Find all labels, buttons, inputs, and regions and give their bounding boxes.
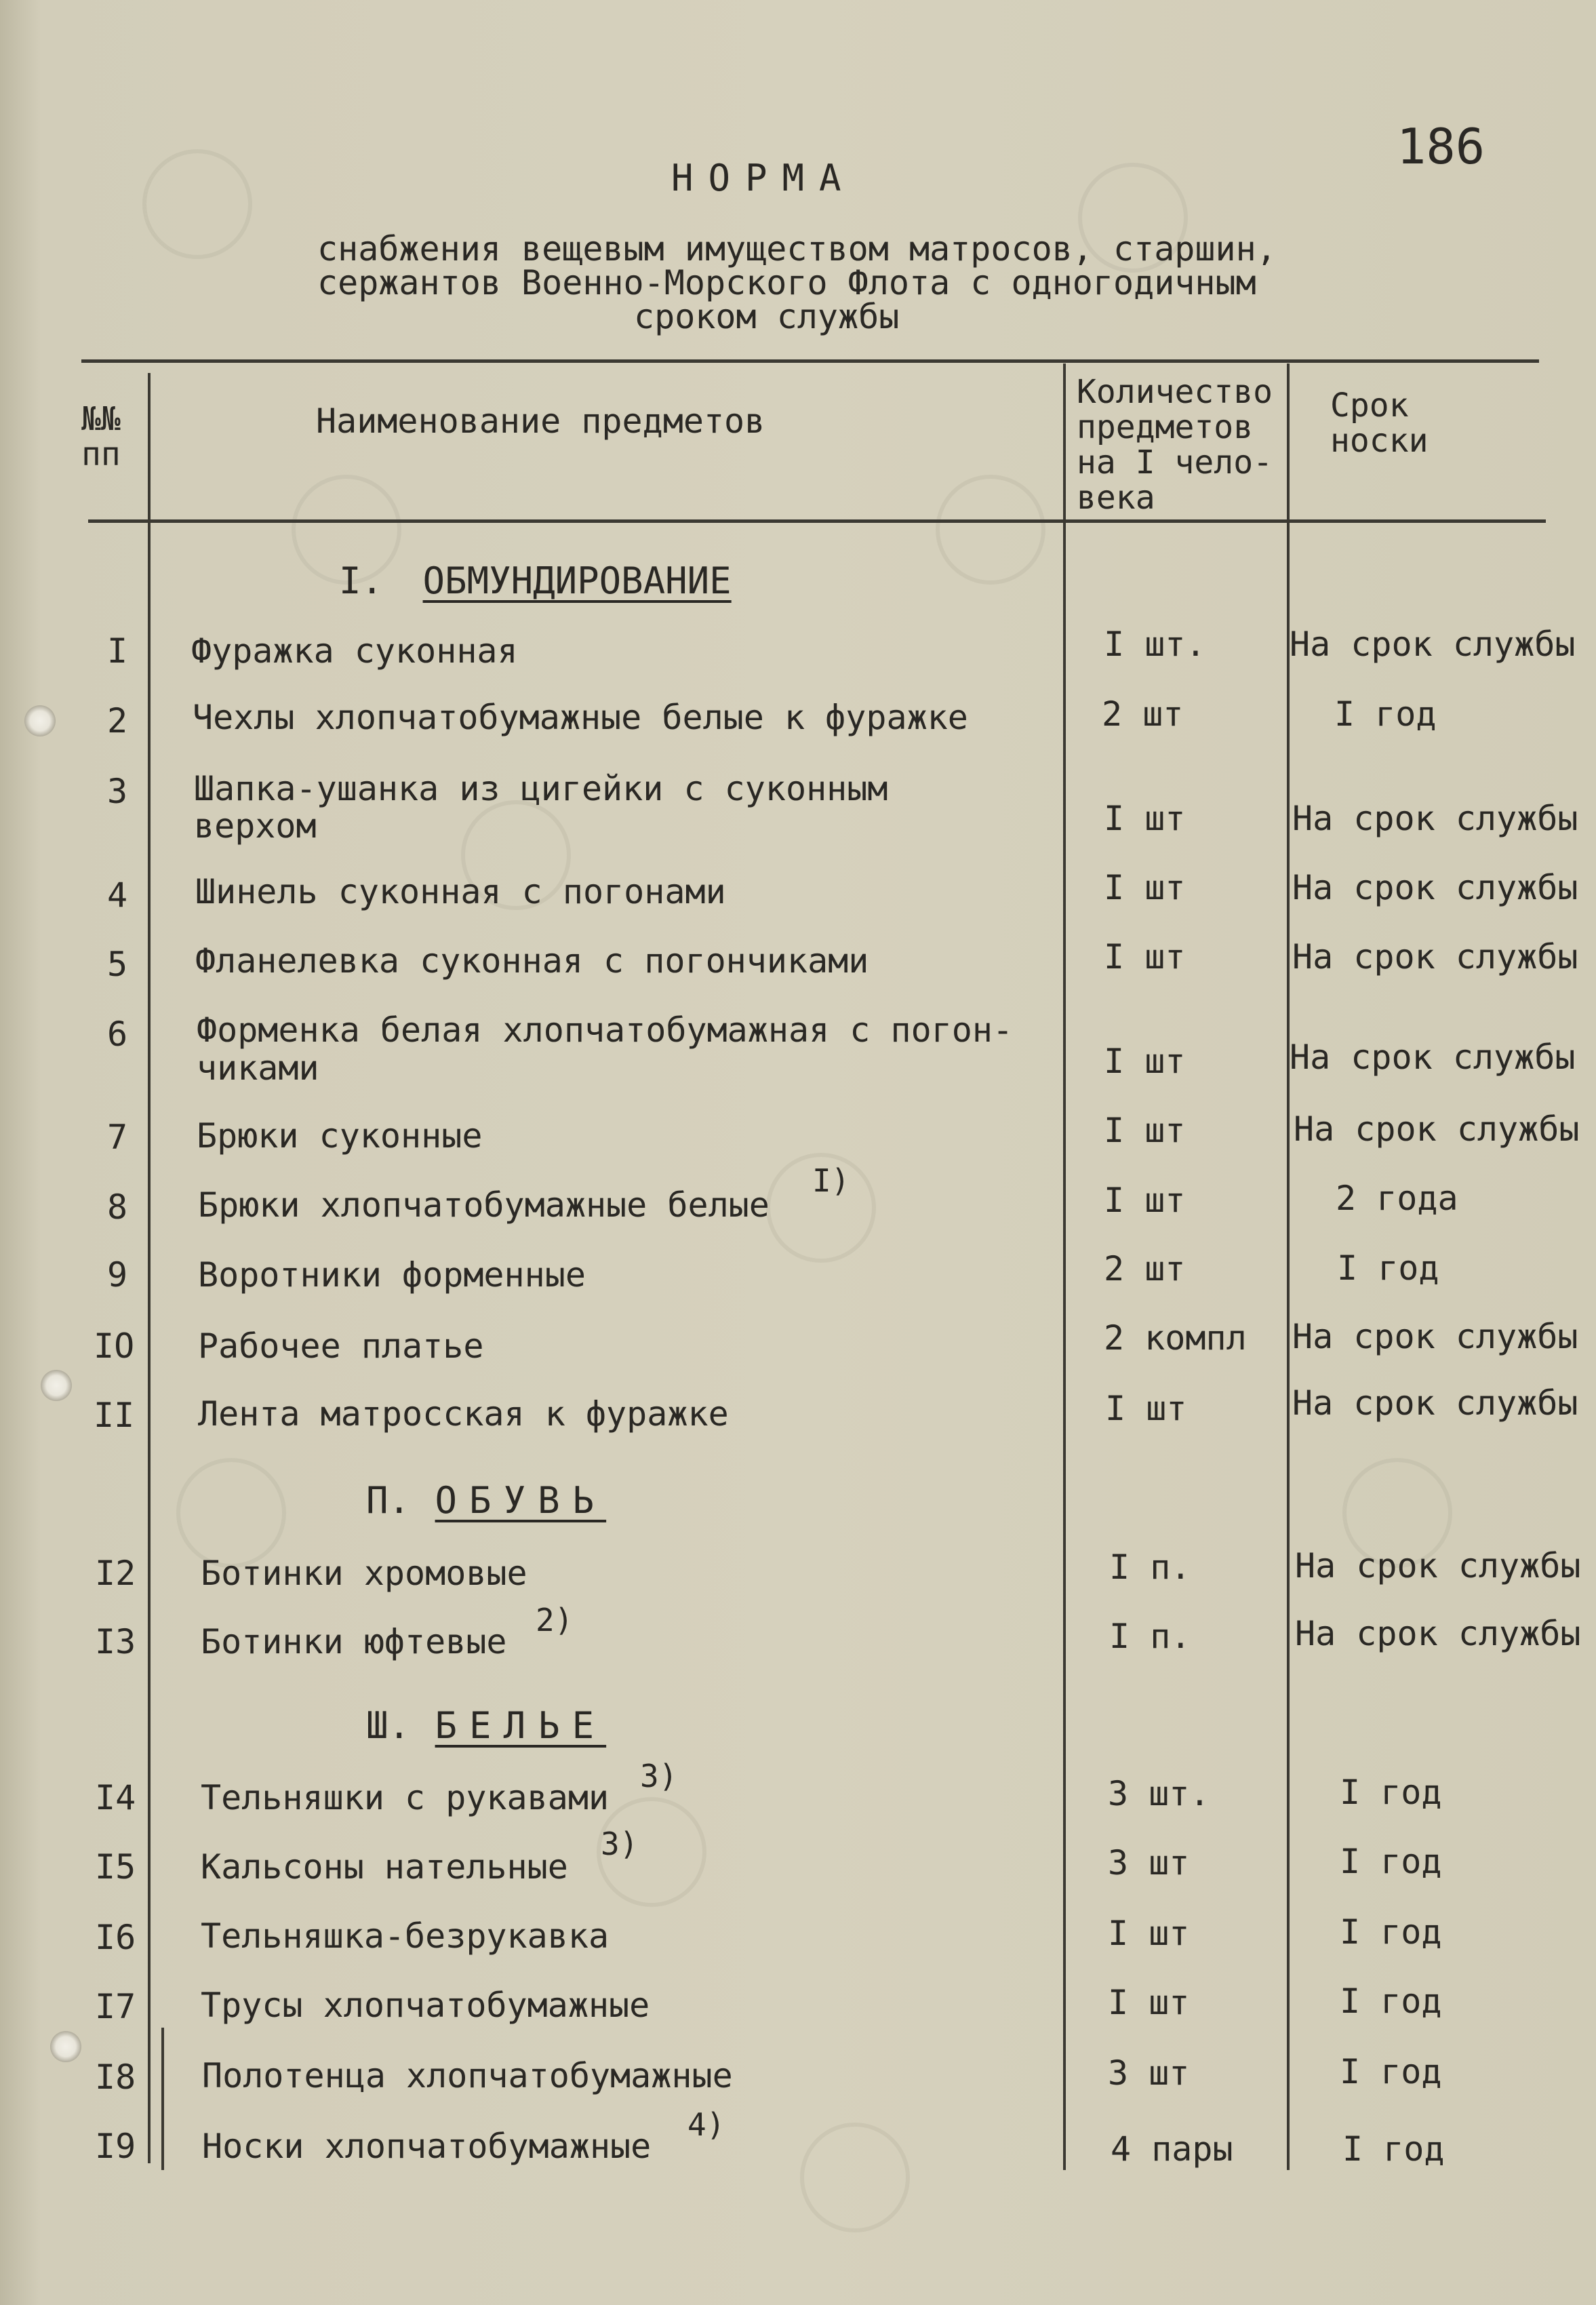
item-name: Брюки суконные bbox=[197, 1116, 483, 1156]
table-header-rule bbox=[88, 519, 1546, 523]
item-name: Лента матросская к фуражке bbox=[198, 1394, 729, 1434]
item-quantity: I шт bbox=[1108, 1914, 1190, 1953]
item-name: Шапка-ушанка из цигейки с суконным bbox=[194, 769, 888, 808]
wear-term: I год bbox=[1340, 1773, 1442, 1812]
item-name-continuation: чиками bbox=[197, 1048, 319, 1088]
row-number: I7 bbox=[95, 1987, 136, 2026]
row-number: 3 bbox=[107, 772, 128, 811]
item-name-continuation: верхом bbox=[194, 806, 317, 846]
wear-term: I год bbox=[1340, 1842, 1442, 1881]
row-number: 2 bbox=[107, 701, 128, 741]
footnote-marker: 2) bbox=[536, 1602, 574, 1638]
wear-term: I год bbox=[1340, 1982, 1442, 2021]
item-name: Брюки хлопчатобумажные белые bbox=[198, 1185, 770, 1225]
punch-hole bbox=[41, 1370, 72, 1401]
header-num: №№ пп bbox=[81, 400, 121, 473]
wear-term: На срок службы bbox=[1292, 799, 1578, 838]
item-quantity: 3 шт. bbox=[1108, 1774, 1210, 1813]
column-divider-name bbox=[1063, 363, 1066, 2170]
item-name: Фуражка суконная bbox=[191, 631, 518, 671]
section-heading bbox=[366, 1479, 607, 1522]
item-name: Носки хлопчатобумажные bbox=[202, 2127, 652, 2166]
item-quantity: I шт bbox=[1104, 1111, 1186, 1150]
item-quantity: I шт bbox=[1104, 1181, 1186, 1220]
wear-term: I год bbox=[1340, 2052, 1442, 2091]
item-quantity: I шт bbox=[1104, 937, 1186, 977]
section-title: ОБМУНДИРОВАНИЕ bbox=[422, 559, 732, 602]
subtitle-line-2: сержантов Военно-Морского Флота с одногодичным bbox=[317, 263, 1256, 302]
footnote-marker: 4) bbox=[687, 2106, 725, 2143]
wear-term: На срок службы bbox=[1292, 1383, 1578, 1423]
item-name: Тельняшка-безрукавка bbox=[201, 1916, 610, 1956]
row-number: 8 bbox=[107, 1187, 128, 1227]
item-quantity: I шт. bbox=[1104, 625, 1206, 664]
header-qty: Количество предметов на I чело- века bbox=[1077, 373, 1273, 517]
item-quantity: I шт bbox=[1104, 1042, 1186, 1081]
item-quantity: I шт bbox=[1105, 1389, 1187, 1428]
section-heading bbox=[366, 1704, 607, 1747]
item-quantity: I шт bbox=[1104, 868, 1186, 907]
watermark-stamp bbox=[142, 149, 252, 259]
row-number: I8 bbox=[95, 2057, 136, 2097]
item-name: Ботинки юфтевые bbox=[201, 1622, 507, 1661]
item-quantity: 2 компл bbox=[1104, 1318, 1247, 1358]
item-name: Чехлы хлопчатобумажные белые к фуражке bbox=[193, 698, 968, 737]
item-name: Рабочее платье bbox=[198, 1326, 484, 1366]
wear-term: На срок службы bbox=[1295, 1546, 1581, 1585]
punch-hole bbox=[24, 705, 56, 736]
row-number: 6 bbox=[107, 1014, 128, 1054]
table-top-rule bbox=[81, 359, 1539, 363]
wear-term: I год bbox=[1334, 694, 1437, 734]
item-quantity: 3 шт bbox=[1108, 2053, 1190, 2093]
subtitle-line-3: сроком службы bbox=[634, 297, 900, 336]
header-term: Срок носки bbox=[1330, 387, 1429, 460]
row-number: IO bbox=[94, 1326, 135, 1366]
watermark-stamp bbox=[176, 1458, 286, 1568]
wear-term: На срок службы bbox=[1295, 1614, 1581, 1653]
row-number: 5 bbox=[107, 945, 128, 984]
item-name: Фланелевка суконная с погончиками bbox=[195, 941, 869, 981]
column-divider-num bbox=[161, 2028, 164, 2170]
row-number: 7 bbox=[107, 1118, 128, 1157]
item-quantity: I шт bbox=[1104, 799, 1186, 838]
page-title: НОРМА bbox=[671, 157, 856, 199]
item-name: Ботинки хромовые bbox=[201, 1554, 527, 1593]
row-number: II bbox=[94, 1396, 135, 1435]
wear-term: 2 года bbox=[1336, 1179, 1458, 1218]
wear-term: I год bbox=[1340, 1912, 1442, 1952]
wear-term: На срок службы bbox=[1294, 1109, 1580, 1149]
item-quantity: 3 шт bbox=[1108, 1843, 1190, 1883]
item-name: Шинель суконная с погонами bbox=[195, 872, 726, 911]
item-quantity: I п. bbox=[1109, 1548, 1191, 1587]
item-name: Трусы хлопчатобумажные bbox=[201, 1986, 650, 2025]
footnote-marker: I) bbox=[812, 1162, 850, 1199]
wear-term: На срок службы bbox=[1290, 625, 1576, 664]
header-name: Наименование предметов bbox=[316, 401, 765, 441]
section-title: ОБУВЬ bbox=[435, 1479, 607, 1522]
wear-term: I год bbox=[1342, 2129, 1445, 2169]
punch-hole bbox=[50, 2031, 81, 2062]
item-quantity: I п. bbox=[1109, 1617, 1191, 1656]
item-quantity: 2 шт bbox=[1102, 694, 1184, 734]
item-name: Кальсоны нательные bbox=[201, 1847, 568, 1887]
wear-term: На срок службы bbox=[1290, 1038, 1576, 1077]
section-heading bbox=[339, 559, 732, 602]
item-name: Тельняшки с рукавами bbox=[201, 1778, 610, 1817]
row-number: I bbox=[107, 631, 128, 671]
subtitle-line-1: снабжения вещевым имуществом матросов, старшин, bbox=[317, 229, 1277, 269]
section-number: Ш. bbox=[366, 1704, 411, 1747]
column-divider-num bbox=[148, 373, 151, 2163]
item-quantity: I шт bbox=[1108, 1983, 1190, 2022]
row-number: I4 bbox=[95, 1778, 136, 1817]
wear-term: I год bbox=[1337, 1248, 1439, 1288]
row-number: I2 bbox=[95, 1554, 136, 1593]
row-number: I9 bbox=[95, 2127, 136, 2166]
row-number: 9 bbox=[107, 1255, 128, 1295]
section-number: I. bbox=[339, 559, 384, 602]
footnote-marker: 3) bbox=[640, 1758, 678, 1794]
item-quantity: 2 шт bbox=[1104, 1249, 1186, 1288]
wear-term: На срок службы bbox=[1292, 868, 1578, 907]
item-quantity: 4 пары bbox=[1111, 2129, 1233, 2169]
row-number: I6 bbox=[95, 1918, 136, 1957]
page-number: 186 bbox=[1397, 118, 1485, 175]
item-name: Полотенца хлопчатобумажные bbox=[202, 2056, 733, 2095]
item-name: Форменка белая хлопчатобумажная с погон- bbox=[197, 1010, 1014, 1050]
footnote-marker: 3) bbox=[601, 1826, 639, 1862]
row-number: 4 bbox=[107, 875, 128, 915]
item-name: Воротники форменные bbox=[198, 1255, 586, 1295]
row-number: I3 bbox=[95, 1622, 136, 1661]
wear-term: На срок службы bbox=[1292, 937, 1578, 977]
wear-term: На срок службы bbox=[1292, 1317, 1578, 1356]
watermark-stamp bbox=[800, 2123, 910, 2232]
watermark-stamp bbox=[936, 475, 1045, 585]
row-number: I5 bbox=[95, 1847, 136, 1887]
section-number: П. bbox=[366, 1479, 411, 1522]
section-title: БЕЛЬЕ bbox=[435, 1704, 607, 1747]
